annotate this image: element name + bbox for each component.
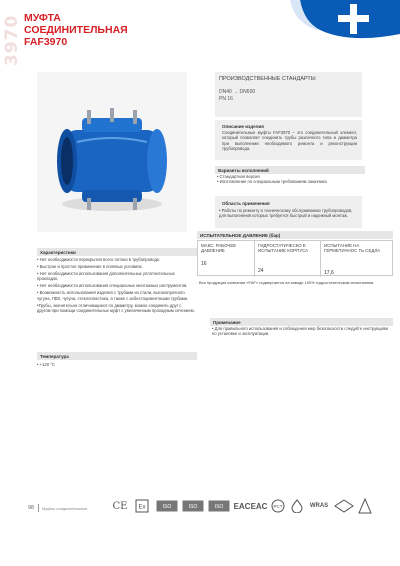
eac-mark-icon: EAC [250, 501, 268, 511]
list-item: • Для правильного использования и соблюдения мер безопасности следуйте инструкциям по установке и эксплуатации. [212, 326, 389, 337]
footer-section: Муфты соединительные [42, 506, 88, 511]
pressure-col-header: МАКС. РАБОЧЕЕ ДАВЛЕНИЕ [201, 243, 237, 254]
svg-text:ISO: ISO [162, 504, 172, 510]
application-heading: Область применения [222, 200, 270, 206]
svg-text:ISO: ISO [214, 504, 224, 510]
vertical-product-code [0, 4, 22, 64]
standard-pn: PN 16 [219, 95, 233, 102]
pressure-col-value: 17,6 [324, 270, 334, 276]
pressure-col-value: 24 [258, 268, 264, 274]
product-title [24, 12, 128, 48]
description-text: Соединительные муфты FAF3970 – это соединительный элемент, который позволяет соединить трубы различного типа и диаметра при выполнении необходимого ремонта и реконструкции трубопровода. [222, 130, 357, 152]
list-item: • Изготовление по специальным требованиям заказчика [217, 179, 327, 185]
variants-heading: Варианты исполнений [215, 166, 365, 174]
certification-marks [110, 496, 375, 518]
list-item: • +120 °C [37, 362, 55, 367]
pressure-col-hydro [255, 241, 321, 277]
iso-cert-icon [208, 496, 230, 516]
note-heading: Примечание [210, 318, 393, 326]
page-number: 98 [28, 505, 35, 511]
pressure-col-value: 16 [201, 261, 207, 267]
temperature-heading: Температура [37, 352, 197, 360]
list-item: • Нет необходимости использования дополнительных уплотнительных прокладок. [37, 271, 175, 282]
note-list [212, 326, 392, 337]
standards-values [219, 89, 358, 102]
list-item: • Быстрое и простое применение в полевых условиях. [37, 264, 143, 269]
standards-heading: ПРОИЗВОДСТВЕННЫЕ СТАНДАРТЫ [219, 76, 316, 82]
product-model: FAF3970 [24, 36, 68, 48]
pct-mark-icon [270, 496, 286, 516]
title-line-1: МУФТА [24, 12, 61, 24]
ce-mark-icon: CE [112, 500, 128, 512]
standard-dn: DN40 → DN600 [219, 89, 256, 95]
fm-approved-icon [334, 496, 354, 516]
pressure-col-max [198, 241, 255, 277]
coupling-illustration [37, 72, 187, 232]
pressure-heading: ИСПЫТАТЕЛЬНОЕ ДАВЛЕНИЕ (бар) [197, 231, 393, 239]
wras-mark-icon: WRAS [309, 503, 329, 509]
application-list [219, 208, 359, 219]
variants-list [217, 174, 367, 185]
product-photo [37, 72, 187, 232]
list-item: • Работы по ремонту и техническому обслуживанию трубопроводов, для выполнения которых требуется быстрый и надежный монтаж. [219, 208, 353, 219]
pressure-table [197, 240, 393, 276]
pressure-col-header: ГИДРОСТАТИЧЕСКО Е ИСПЫТАНИЕ КОРПУСА [258, 243, 309, 254]
characteristics-heading: Характеристики [37, 248, 197, 256]
ul-listed-icon [357, 496, 373, 516]
water-drop-icon [290, 496, 304, 516]
eac-mark-icon: EAC [233, 501, 251, 511]
pressure-col-seat [321, 241, 394, 277]
standards-panel [215, 72, 362, 117]
product-code: 3970 [2, 14, 22, 66]
svg-text:ISO: ISO [188, 504, 198, 510]
pressure-col-header: ИСПЫТАНИЕ НА ГЕРМЕТИЧНОС ТЬ СЕДЛА [324, 243, 381, 254]
list-item: •Трубы, значительно отличающиеся по диаметру, можно соединить друг с другом при помощи соединительных муфт с увеличенным проходным сечением. [37, 302, 195, 314]
svg-text:PCT: PCT [273, 504, 283, 509]
list-item: • Нет необходимости использования специальных монтажных инструментов. [37, 283, 188, 289]
footer-divider [38, 504, 39, 512]
list-item: • Возможность использования изделия с трубами из стали, высокопрочного чугуна, ПВХ, чугуна, стеклопластика, а также с асбестоцементными трубами. [37, 290, 189, 301]
ex-mark-icon [134, 496, 150, 516]
title-line-2: СОЕДИНИТЕЛЬНАЯ [24, 24, 128, 36]
iso-cert-icon [182, 496, 204, 516]
pressure-note: Вся продукция компании «FAF» подвергается на заводе 100% гидростатическим испытаниям. [199, 280, 375, 285]
brand-logo [290, 0, 400, 44]
description-heading: Описание изделия [222, 123, 264, 129]
characteristics-list [37, 257, 195, 315]
temperature-list [37, 362, 187, 367]
iso-cert-icon [156, 496, 178, 516]
svg-text:Ex: Ex [138, 504, 146, 511]
list-item: • Стандартная версия [217, 174, 260, 179]
list-item: • Нет необходимости перекрытия всего потока в трубопроводе. [37, 257, 161, 262]
